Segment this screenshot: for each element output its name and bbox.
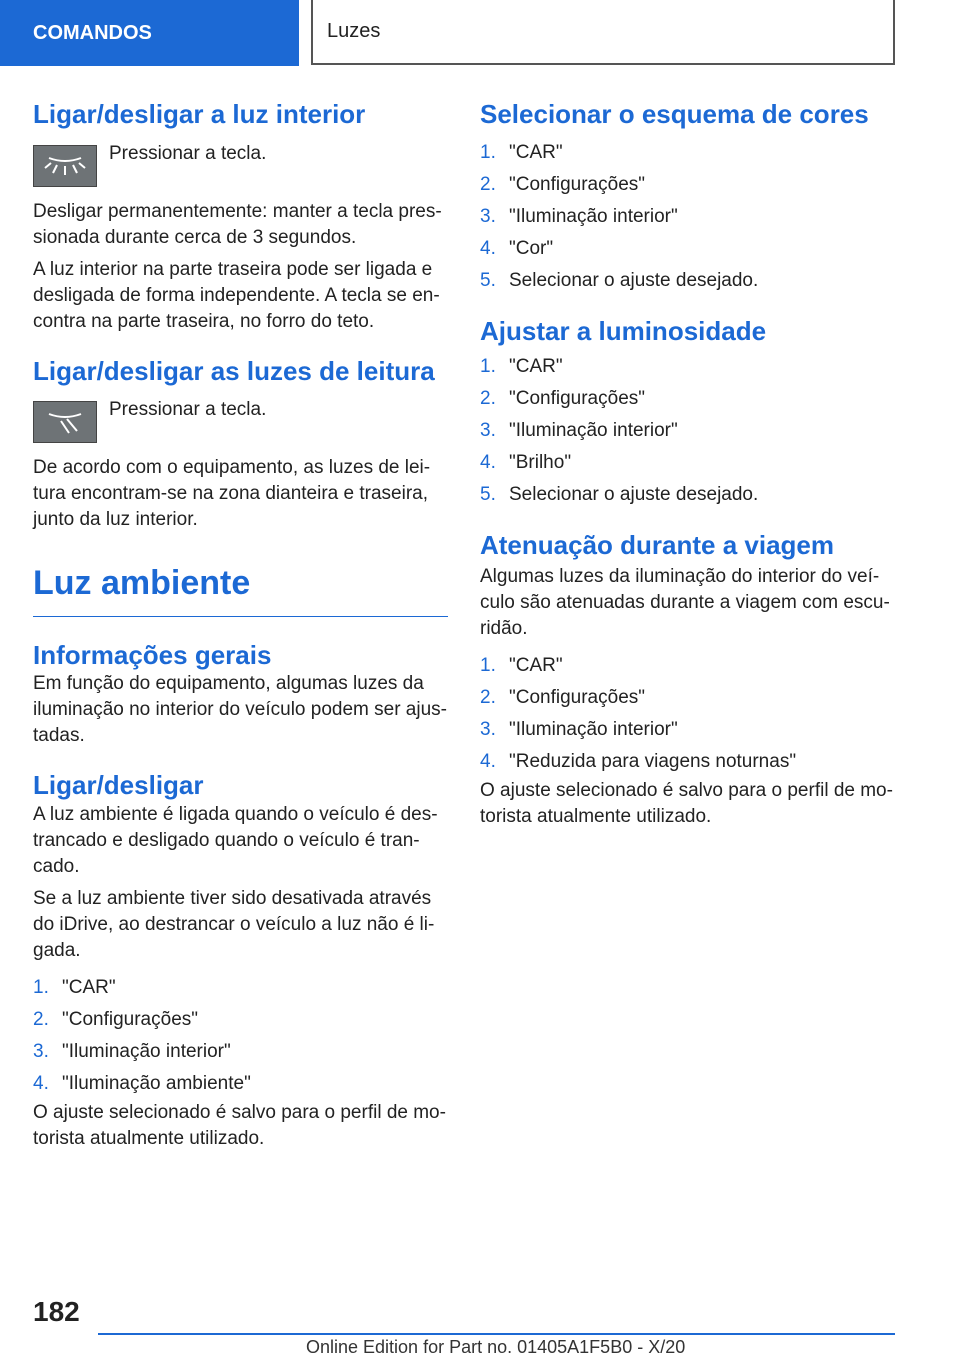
- step-text: "Brilho": [509, 452, 572, 473]
- step-text: "Iluminação interior": [509, 718, 678, 740]
- heading-color-scheme: Selecionar o esquema de cores: [480, 99, 869, 129]
- left-column: [33, 98, 448, 1152]
- step-number: 4.: [480, 452, 496, 473]
- step-number: 5.: [480, 484, 496, 505]
- list-item: [33, 972, 448, 1004]
- step-number: 1.: [480, 356, 496, 377]
- step-text: "Configurações": [62, 1008, 199, 1030]
- heading-general-info: Informações gerais: [33, 639, 272, 670]
- paragraph: O ajuste selecionado é salvo para o perfil de mo-torista atualmente utilizado.: [33, 1101, 446, 1149]
- paragraph: Desligar permanentemente: manter a tecla pres-sionada durante cerca de 3 segundos.: [33, 200, 442, 248]
- heading-ambient-light: Luz ambiente: [33, 564, 251, 602]
- section-label: COMANDOS: [33, 21, 152, 44]
- step-number: 5.: [480, 269, 496, 291]
- list-item: [480, 746, 895, 778]
- heading-onoff: Ligar/desligar: [33, 770, 204, 801]
- step-text: "Iluminação interior": [509, 420, 678, 441]
- step-number: 3.: [480, 205, 496, 227]
- dimming-steps-list: [480, 650, 895, 778]
- section-tab: [0, 0, 299, 66]
- list-item: [33, 1068, 448, 1100]
- paragraph: A luz interior na parte traseira pode ser ligada e desligada de forma independente. A tecla se en-contra na parte traseira, no forro do teto.: [33, 258, 440, 332]
- section-divider: [33, 616, 448, 617]
- paragraph: Em função do equipamento, algumas luzes da iluminação no interior do veículo podem ser ajus-tadas.: [33, 673, 447, 747]
- list-item: [480, 682, 895, 714]
- list-item: [33, 1036, 448, 1068]
- reading-light-icon: [33, 401, 97, 443]
- step-number: 2.: [33, 1008, 49, 1030]
- list-item: [480, 650, 895, 682]
- step-text: "CAR": [509, 356, 563, 377]
- step-number: 1.: [480, 141, 496, 163]
- step-number: 2.: [480, 388, 496, 409]
- list-item: [480, 479, 895, 511]
- step-number: 4.: [480, 750, 496, 772]
- footer-divider: [98, 1333, 895, 1335]
- step-number: 3.: [480, 420, 496, 441]
- edition-text: Online Edition for Part no. 01405A1F5B0 - X/20: [306, 1337, 686, 1357]
- page-number: 182: [33, 1296, 80, 1327]
- interior-light-icon: [33, 145, 97, 187]
- step-text: "Configurações": [509, 388, 646, 409]
- press-key-text: Pressionar a tecla.: [109, 399, 267, 420]
- interior-light-key: [33, 142, 448, 187]
- chapter-tab: [311, 0, 895, 65]
- step-number: 4.: [480, 237, 496, 259]
- heading-brightness: Ajustar a luminosidade: [480, 315, 767, 346]
- step-text: "CAR": [509, 141, 563, 163]
- step-text: "Iluminação ambiente": [62, 1072, 251, 1094]
- paragraph: A luz ambiente é ligada quando o veículo é des-trancado e desligado quando o veículo é tran-cado.: [33, 803, 438, 877]
- reading-light-key: [33, 401, 448, 443]
- paragraph: Algumas luzes da iluminação do interior do veí-culo são atenuadas durante a viagem com escu-ridão.: [480, 565, 890, 639]
- list-item: [480, 714, 895, 746]
- right-column: [480, 98, 895, 830]
- step-text: "Configurações": [509, 173, 646, 195]
- step-text: "Configurações": [509, 686, 646, 708]
- step-text: Selecionar o ajuste desejado.: [509, 269, 759, 291]
- list-item: [480, 169, 895, 201]
- paragraph: De acordo com o equipamento, as luzes de lei-tura encontram-se na zona dianteira e traseira, junto da luz interior.: [33, 457, 431, 530]
- list-item: [480, 383, 895, 415]
- list-item: [480, 233, 895, 265]
- step-number: 2.: [480, 173, 496, 195]
- step-number: 3.: [33, 1040, 49, 1062]
- step-number: 4.: [33, 1072, 49, 1094]
- heading-dimming: Atenuação durante a viagem: [480, 530, 834, 560]
- list-item: [480, 351, 895, 383]
- list-item: [480, 415, 895, 447]
- step-text: "Cor": [509, 237, 554, 259]
- step-text: Selecionar o ajuste desejado.: [509, 484, 759, 505]
- list-item: [480, 137, 895, 169]
- paragraph: Se a luz ambiente tiver sido desativada através do iDrive, ao destrancar o veículo a luz não é li-gada.: [33, 887, 435, 961]
- list-item: [33, 1004, 448, 1036]
- step-text: "Iluminação interior": [62, 1040, 231, 1062]
- step-text: "Reduzida para viagens noturnas": [509, 750, 797, 772]
- heading-reading-lights: Ligar/desligar as luzes de leitura: [33, 355, 435, 386]
- step-number: 1.: [480, 654, 496, 676]
- brightness-steps-list: [480, 351, 895, 511]
- step-number: 3.: [480, 718, 496, 740]
- press-key-text: Pressionar a tecla.: [109, 142, 267, 164]
- step-number: 2.: [480, 686, 496, 708]
- list-item: [480, 201, 895, 233]
- list-item: [480, 265, 895, 297]
- chapter-label: Luzes: [327, 20, 381, 42]
- heading-interior-light: Ligar/desligar a luz interior: [33, 99, 366, 129]
- paragraph: O ajuste selecionado é salvo para o perfil de mo-torista atualmente utilizado.: [480, 779, 893, 827]
- step-text: "CAR": [62, 976, 116, 998]
- step-text: "Iluminação interior": [509, 205, 678, 227]
- step-text: "CAR": [509, 654, 563, 676]
- ambient-steps-list: [33, 972, 448, 1100]
- list-item: [480, 447, 895, 479]
- color-steps-list: [480, 137, 895, 297]
- step-number: 1.: [33, 976, 49, 998]
